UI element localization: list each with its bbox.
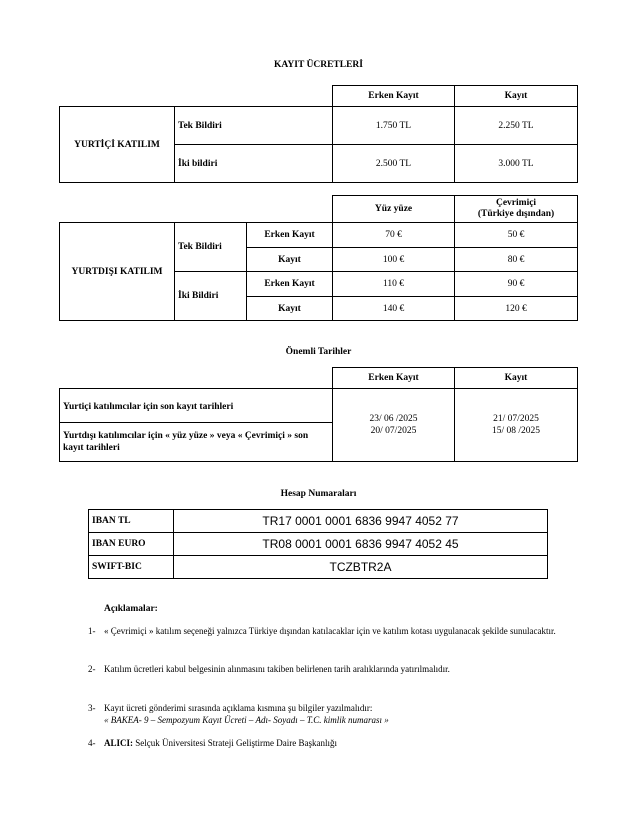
recipient-label: ALICI: — [104, 738, 134, 748]
note-3-detail: « BAKEA- 9 – Sempozyum Kayıt Ücreti – Adı- Soyadı – T.C. kimlik numarası » — [104, 715, 389, 725]
fee-cell: 140 € — [333, 297, 455, 321]
dates-row-international: Yurtdışı katılımcılar için « yüz yüze » veya « Çevrimiçi » son kayıt tarihleri — [60, 423, 333, 462]
account-label: SWIFT-BIC — [89, 556, 174, 579]
note-1: « Çevrimiçi » katılım seçeneği yalnızca Türkiye dışından katılacaklar için ve katılım kotası uygulanacak şekilde sunulacaktır. — [104, 626, 556, 636]
dates-row-domestic: Yurtiçi katılımcılar için son kayıt tarihleri — [60, 389, 333, 423]
fee-cell: 50 € — [455, 223, 578, 248]
fee-cell: 3.000 TL — [455, 145, 578, 183]
registration-title: KAYIT ÜCRETLERİ — [274, 60, 363, 70]
row-label: Erken Kayıt — [247, 272, 333, 297]
group-label: İki Bildiri — [175, 272, 247, 321]
accounts-title: Hesap Numaraları — [280, 489, 357, 499]
header-regular: Kayıt — [455, 368, 578, 389]
iban-euro-value: TR08 0001 0001 6836 9947 4052 45 — [174, 533, 548, 556]
row-label: Tek Bildiri — [175, 107, 333, 145]
fee-cell: 110 € — [333, 272, 455, 297]
fee-cell: 90 € — [455, 272, 578, 297]
row-label: Kayıt — [247, 297, 333, 321]
fee-cell: 70 € — [333, 223, 455, 248]
iban-tl-value: TR17 0001 0001 6836 9947 4052 77 — [174, 510, 548, 533]
header-regular: Kayıt — [455, 86, 578, 107]
notes-title: Açıklamalar: — [104, 604, 158, 614]
row-label: Kayıt — [247, 248, 333, 272]
domestic-label: YURTİÇİ KATILIM — [60, 107, 175, 183]
fee-cell: 120 € — [455, 297, 578, 321]
header-early: Erken Kayıt — [333, 368, 455, 389]
note-number: 3- — [88, 703, 96, 713]
note-number: 1- — [88, 626, 96, 636]
header-early: Erken Kayıt — [333, 86, 455, 107]
fee-cell: 1.750 TL — [333, 107, 455, 145]
fee-cell: 2.500 TL — [333, 145, 455, 183]
fee-cell: 100 € — [333, 248, 455, 272]
header-face-to-face: Yüz yüze — [333, 196, 455, 223]
group-label: Tek Bildiri — [175, 223, 247, 272]
regular-dates-cell: 21/ 07/2025 15/ 08 /2025 — [455, 389, 578, 462]
account-label: IBAN EURO — [89, 533, 174, 556]
fee-cell: 80 € — [455, 248, 578, 272]
fee-cell: 2.250 TL — [455, 107, 578, 145]
international-fee-table — [59, 195, 578, 321]
note-number: 2- — [88, 664, 96, 674]
row-label: Erken Kayıt — [247, 223, 333, 248]
swift-value: TCZBTR2A — [174, 556, 548, 579]
header-online: Çevrimiçi (Türkiye dışından) — [455, 196, 578, 223]
note-2: Katılım ücretleri kabul belgesinin alınmasını takiben belirlenen tarih aralıklarında yatırılmalıdır. — [104, 664, 450, 674]
note-number: 4- — [88, 738, 96, 748]
dates-title: Önemli Tarihler — [285, 347, 352, 357]
row-label: İki bildiri — [175, 145, 333, 183]
note-3: Kayıt ücreti gönderimi sırasında açıklama kısmına şu bilgiler yazılmalıdır: — [104, 703, 373, 713]
recipient-value: Selçuk Üniversitesi Strateji Geliştirme Daire Başkanlığı — [133, 738, 337, 748]
dates-table — [59, 367, 578, 462]
international-label: YURTDIŞI KATILIM — [60, 223, 175, 321]
account-label: IBAN TL — [89, 510, 174, 533]
note-4 — [104, 738, 574, 750]
early-dates-cell: 23/ 06 /2025 20/ 07/2025 — [333, 389, 455, 462]
accounts-table — [88, 509, 548, 579]
domestic-fee-table — [59, 85, 578, 183]
